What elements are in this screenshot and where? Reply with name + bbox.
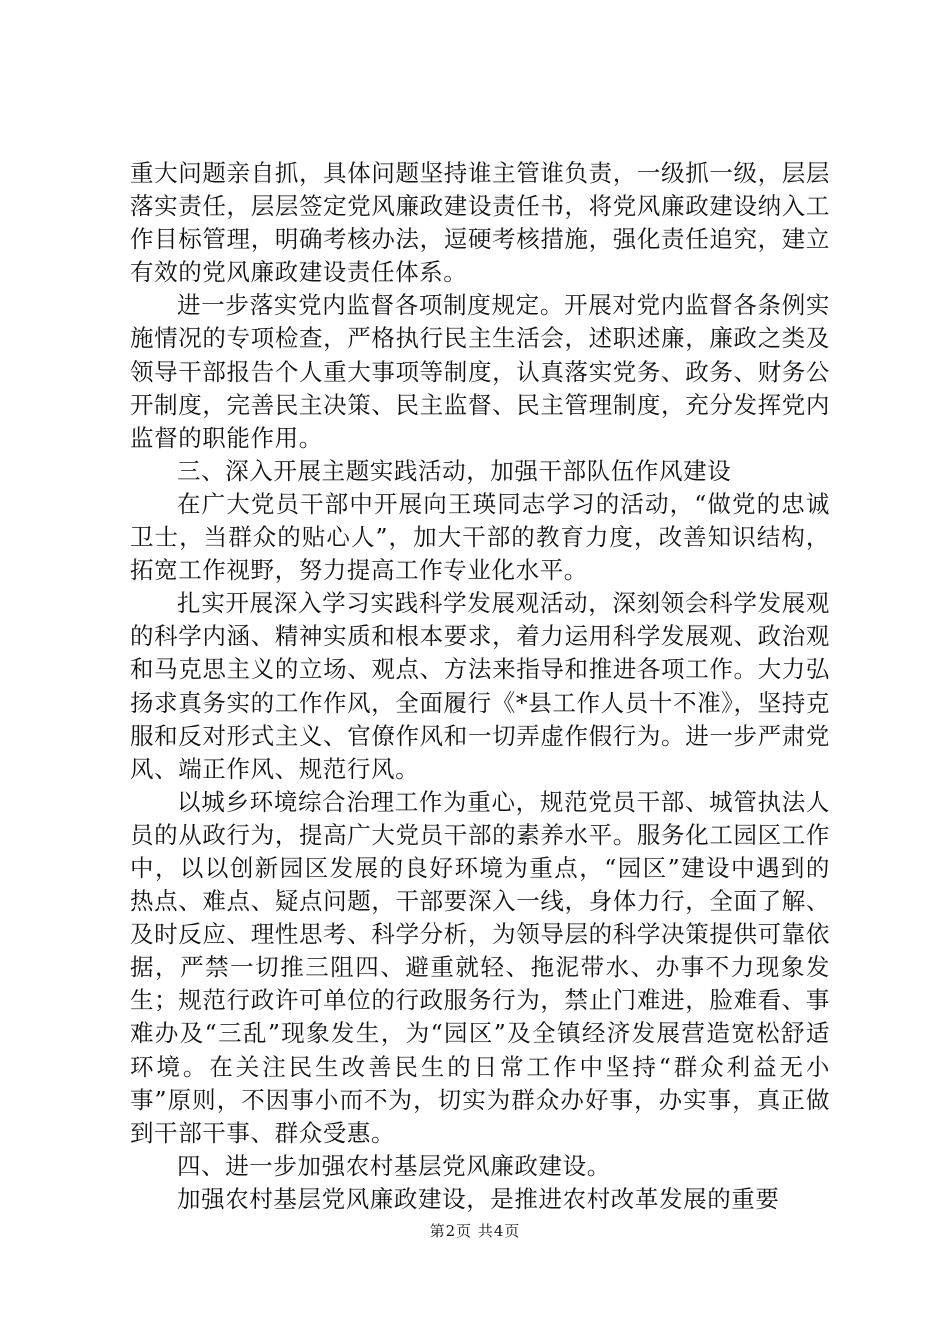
document-body — [130, 157, 830, 1216]
paragraph-8: 加强农村基层党风廉政建设，是推进农村改革发展的重要 — [177, 1184, 780, 1213]
paragraph-2: 进一步落实党内监督各项制度规定。开展对党内监督各条例实施情况的专项检查，严格执行民主生活会，述职述廉，廉政之类及领导干部报告个人重大事项等制度，认真落实党务、政务、财务公开制度，完善民主决策、民主监督、民主管理制度，充分发挥党内监督的职能作用。 — [130, 291, 830, 452]
section-heading-3: 三、深入开展主题实践活动，加强干部队伍作风建设 — [177, 456, 732, 485]
paragraph-1: 重大问题亲自抓，具体问题坚持谁主管谁负责，一级抓一级，层层落实责任，层层签定党风廉政建设责任书，将党风廉政建设纳入工作目标管理，明确考核办法，逗硬考核措施，强化责任追究，建立有效的党风廉政建设责任体系。 — [130, 159, 830, 287]
paragraph-6: 以城乡环境综合治理工作为重心，规范党员干部、城管执法人员的从政行为，提高广大党员干部的素养水平。服务化工园区工作中，以以创新园区发展的良好环境为重点，“园区”建设中遇到的热点、难点、疑点问题，干部要深入一线，身体力行，全面了解、及时反应、理性思考、科学分析，为领导层的科学决策提供可靠依据，严禁一切推三阻四、避重就轻、拖泥带水、办事不力现象发生；规范行政许可单位的行政服务行为，禁止门难进，脸难看、事难办及“三乱”现象发生，为“园区”及全镇经济发展营造宽松舒适环境。在关注民生改善民生的日常工作中坚持“群众利益无小事”原则，不因事小而不为，切实为群众办好事，办实事，真正做到干部干事、群众受惠。 — [130, 787, 830, 1147]
page-footer: 第2页 共4页 — [429, 1222, 521, 1240]
section-heading-4: 四、进一步加强农村基层党风廉政建设。 — [177, 1151, 611, 1180]
paragraph-4: 在广大党员干部中开展向王瑛同志学习的活动，“做党的忠诚卫士，当群众的贴心人”，加大干部的教育力度，改善知识结构，拓宽工作视野，努力提高工作专业化水平。 — [130, 489, 830, 585]
paragraph-5: 扎实开展深入学习实践科学发展观活动，深刻领会科学发展观的科学内涵、精神实质和根本要求，着力运用科学发展观、政治观和马克思主义的立场、观点、方法来指导和推进各项工作。大力弘扬求真务实的工作作风，全面履行《*县工作人员十不准》，坚持克服和反对形式主义、官僚作风和一切弄虚作假行为。进一步严肃党风、端正作风、规范行风。 — [130, 589, 830, 783]
